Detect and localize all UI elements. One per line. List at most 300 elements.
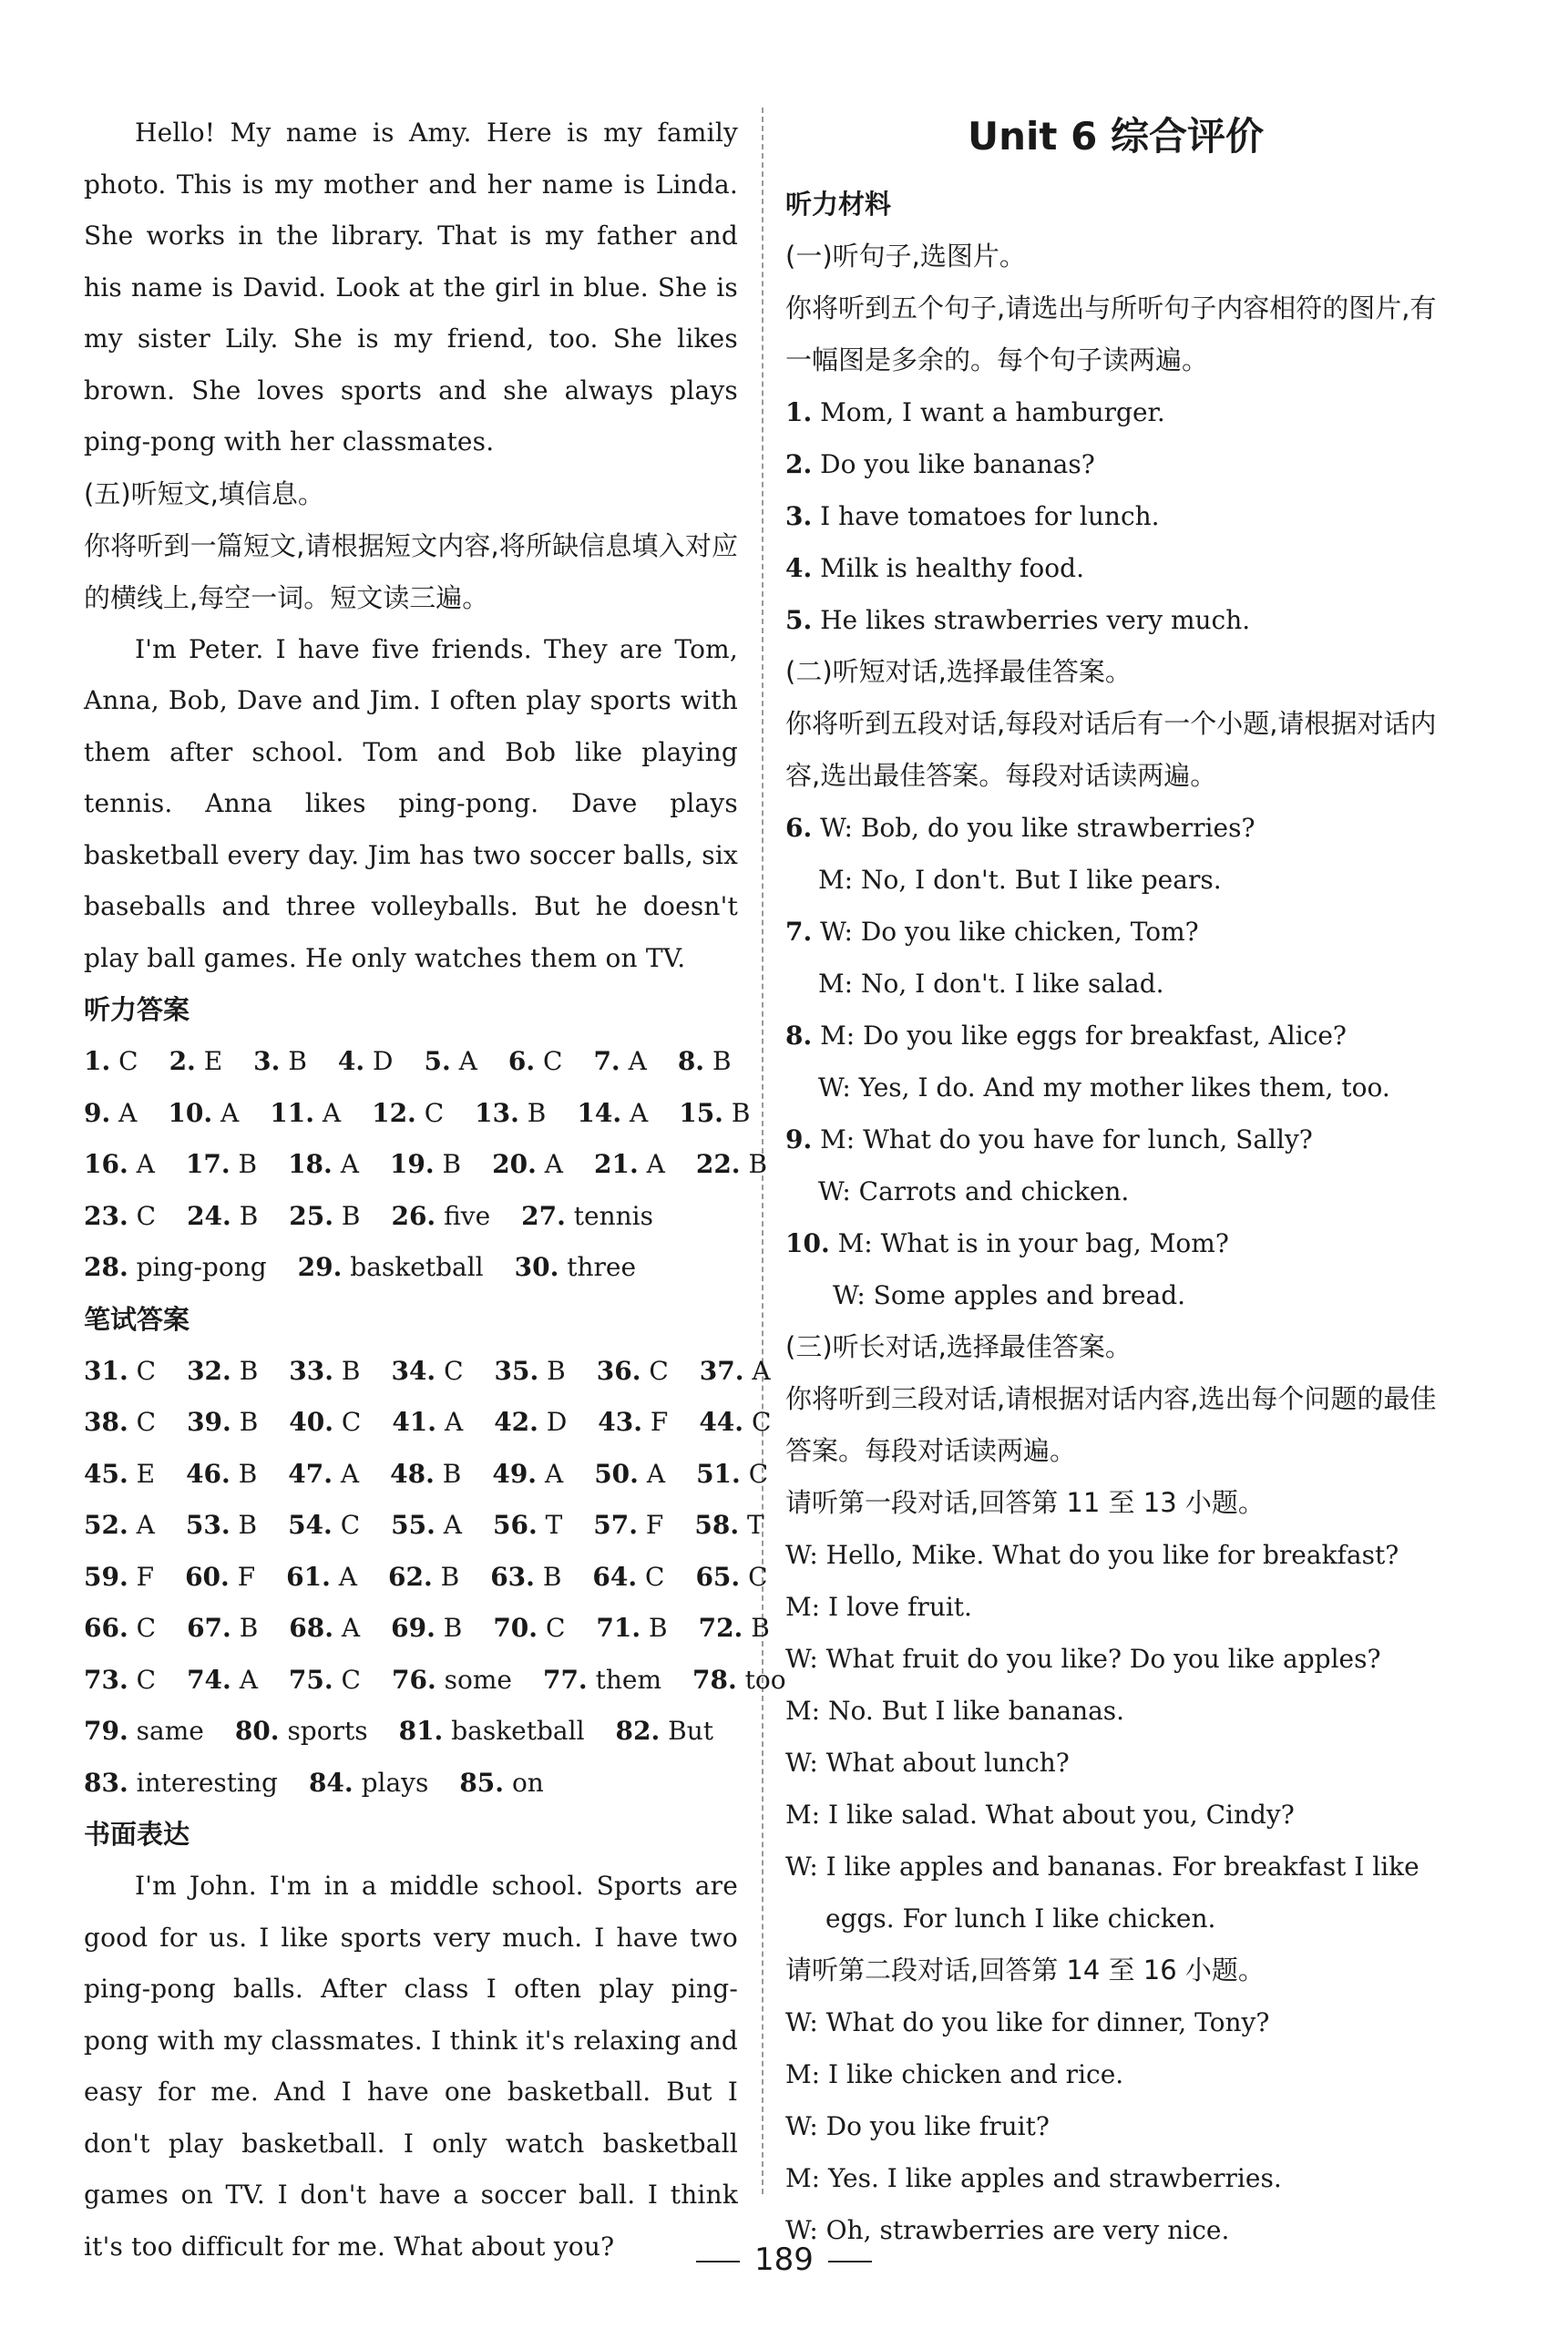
answer-item	[616, 1706, 714, 1758]
answer-item	[372, 1088, 444, 1140]
answer-item	[84, 1036, 138, 1088]
sentence-text: Milk is healthy food.	[820, 553, 1084, 583]
answer-number: 61.	[286, 1561, 331, 1592]
dialog-number: 10.	[785, 1228, 830, 1258]
answer-number: 63.	[490, 1561, 535, 1592]
answer-number: 26.	[391, 1200, 436, 1231]
answer-value: E	[136, 1458, 156, 1489]
sentence-text: He likes strawberries very much.	[820, 605, 1251, 635]
answer-number: 10.	[168, 1097, 213, 1128]
answer-value: B	[649, 1613, 668, 1643]
answer-value: F	[645, 1510, 664, 1540]
answer-number: 36.	[596, 1355, 641, 1386]
answer-value: A	[118, 1097, 138, 1128]
answer-item	[289, 1655, 361, 1707]
answer-item	[391, 1346, 463, 1398]
writing-sample: I'm John. I'm in a middle school. Sports are good for us. I like sports very much. I have two ping-pong balls. After class I often play ping-pong with my classmates. I think it's relaxing and easy for me. And I have one basketball. But I don't play basketball. I only watch basketball games on TV. I don't have a soccer ball. I think it's too difficult for me. What about you?	[84, 1871, 738, 2262]
answer-value: A	[646, 1149, 665, 1179]
dialog-number: 9.	[785, 1124, 813, 1154]
answer-value: B	[239, 1407, 259, 1437]
answer-value: B	[542, 1561, 562, 1592]
answer-item	[84, 1449, 155, 1501]
answer-number: 25.	[289, 1200, 333, 1231]
section-2-instruction: 你将听到五段对话,每段对话后有一个小题,请根据对话内容,选出最佳答案。每段对话读两遍。	[785, 708, 1437, 791]
answer-value: plays	[361, 1767, 429, 1798]
answer-value: A	[340, 1458, 360, 1489]
section-3-instruction: 你将听到三段对话,请根据对话内容,选出每个问题的最佳答案。每段对话读两遍。	[785, 1383, 1437, 1466]
answer-value: A	[340, 1149, 359, 1179]
answer-value: F	[136, 1561, 155, 1592]
answer-value: A	[544, 1149, 563, 1179]
conversation-line: M: I like chicken and rice.	[785, 2059, 1124, 2089]
answer-value: B	[341, 1355, 361, 1386]
answer-value: B	[238, 1149, 258, 1179]
answer-row	[84, 1603, 770, 1655]
sentence-item	[785, 386, 1446, 438]
answer-number: 32.	[187, 1355, 231, 1386]
written-answers-heading: 笔试答案	[84, 1303, 190, 1335]
answer-value: A	[136, 1510, 155, 1540]
sentence-text: I have tomatoes for lunch.	[820, 501, 1160, 531]
answer-value: three	[567, 1252, 637, 1282]
answer-value: C	[136, 1355, 157, 1386]
answer-row	[84, 1139, 768, 1191]
answer-item	[543, 1655, 661, 1707]
answer-value: B	[731, 1097, 751, 1128]
dialog-text: W: Bob, do you like strawberries?	[820, 813, 1255, 843]
answer-item	[288, 1449, 359, 1501]
answer-item	[475, 1088, 546, 1140]
answer-number: 59.	[84, 1561, 128, 1592]
dialog-line	[785, 1010, 1446, 1062]
answer-value: A	[444, 1407, 464, 1437]
answer-value: B	[712, 1046, 732, 1076]
listening-material-heading: 听力材料	[785, 189, 892, 220]
answer-item	[84, 1139, 155, 1191]
dialog-number: 7.	[785, 917, 813, 947]
answer-item	[596, 1603, 667, 1655]
answer-number: 19.	[389, 1149, 435, 1179]
answer-number: 23.	[84, 1200, 128, 1231]
answer-number: 81.	[398, 1716, 444, 1746]
answer-value: C	[748, 1458, 769, 1489]
answer-item	[390, 1139, 461, 1191]
answer-number: 80.	[234, 1716, 280, 1746]
answer-number: 41.	[392, 1407, 437, 1437]
answer-number: 76.	[391, 1664, 436, 1695]
answer-value: T	[545, 1510, 563, 1540]
answer-value: D	[373, 1046, 394, 1076]
answer-row	[84, 1655, 786, 1707]
answer-number: 9.	[84, 1097, 111, 1128]
answer-item	[84, 1346, 156, 1398]
answer-number: 65.	[695, 1561, 741, 1592]
answer-number: 2.	[169, 1046, 196, 1076]
answer-number: 33.	[289, 1355, 333, 1386]
section-5-instruction: 你将听到一篇短文,请根据短文内容,将所缺信息填入对应的横线上,每空一词。短文读三遍。	[84, 529, 738, 613]
answer-value: sports	[287, 1716, 368, 1746]
answer-item	[187, 1191, 258, 1243]
answer-value: C	[340, 1510, 361, 1540]
answer-item	[492, 1139, 563, 1191]
answer-item	[490, 1552, 561, 1604]
answer-number: 27.	[521, 1200, 566, 1231]
answer-number: 38.	[84, 1407, 128, 1437]
answer-value: A	[646, 1458, 666, 1489]
answer-item	[289, 1346, 360, 1398]
answer-item	[598, 1397, 668, 1449]
answer-value: C	[444, 1355, 464, 1386]
answer-item	[692, 1655, 786, 1707]
sentence-number: 2.	[785, 449, 813, 479]
answer-item	[492, 1449, 563, 1501]
answer-number: 48.	[390, 1458, 435, 1489]
answer-number: 12.	[372, 1097, 416, 1128]
conversation-line: M: I love fruit.	[785, 1592, 972, 1622]
sentence-text: Mom, I want a hamburger.	[820, 397, 1165, 427]
answer-value: But	[668, 1716, 714, 1746]
conversation-line: W: What fruit do you like? Do you like apples?	[785, 1644, 1381, 1674]
answer-number: 7.	[593, 1046, 620, 1076]
answer-value: C	[136, 1613, 157, 1643]
answer-item	[84, 1706, 204, 1758]
answer-row	[84, 1706, 738, 1758]
answer-value: tennis	[573, 1200, 654, 1231]
answer-row	[84, 1758, 738, 1810]
answer-value: C	[649, 1355, 669, 1386]
answer-item	[521, 1191, 653, 1243]
answer-number: 54.	[288, 1510, 333, 1540]
answer-number: 17.	[185, 1149, 231, 1179]
answer-value: B	[440, 1561, 460, 1592]
answer-item	[593, 1036, 646, 1088]
conversation-line: M: I like salad. What about you, Cindy?	[785, 1800, 1295, 1830]
section-5-title: (五)听短文,填信息。	[84, 477, 324, 509]
sentence-number: 1.	[785, 397, 813, 427]
answer-item	[597, 1346, 669, 1398]
answer-item	[679, 1088, 750, 1140]
answer-number: 49.	[492, 1458, 538, 1489]
answer-value: F	[237, 1561, 256, 1592]
answer-item	[392, 1397, 463, 1449]
answer-value: B	[288, 1046, 307, 1076]
dialog-text: W: Do you like chicken, Tom?	[820, 917, 1199, 947]
dialog-reply: W: Yes, I do. And my mother likes them, too.	[818, 1072, 1390, 1103]
answer-item	[270, 1088, 341, 1140]
answer-item	[392, 1655, 512, 1707]
answer-item	[84, 1088, 137, 1140]
answer-value: A	[544, 1458, 564, 1489]
answer-value: some	[444, 1664, 512, 1695]
answer-item	[187, 1603, 258, 1655]
answer-item	[493, 1603, 565, 1655]
answer-value: A	[341, 1613, 361, 1643]
conversation-line: W: Do you like fruit?	[785, 2111, 1050, 2141]
answer-number: 50.	[594, 1458, 639, 1489]
answer-value: ping-pong	[136, 1252, 267, 1282]
answer-number: 55.	[391, 1510, 436, 1540]
sentence-text: Do you like bananas?	[820, 449, 1095, 479]
answer-item	[594, 1449, 665, 1501]
answer-row	[84, 1088, 751, 1140]
answer-value: B	[547, 1355, 566, 1386]
conversation-1-heading: 请听第一段对话,回答第 11 至 13 小题。	[785, 1487, 1265, 1518]
answer-value: B	[238, 1510, 258, 1540]
answer-value: C	[136, 1200, 157, 1231]
answer-value: A	[752, 1355, 771, 1386]
answer-item	[186, 1449, 257, 1501]
answer-number: 70.	[493, 1613, 538, 1643]
answer-row	[84, 1346, 771, 1398]
answer-value: B	[239, 1355, 259, 1386]
answer-item	[84, 1500, 155, 1552]
answer-value: C	[748, 1561, 768, 1592]
dialog-line	[785, 1113, 1446, 1165]
answer-number: 3.	[253, 1046, 281, 1076]
section-2-title: (二)听短对话,选择最佳答案。	[785, 656, 1132, 687]
answer-item	[391, 1603, 462, 1655]
conversation-2-heading: 请听第二段对话,回答第 14 至 16 小题。	[785, 1955, 1265, 1985]
answer-number: 39.	[187, 1407, 231, 1437]
answer-number: 85.	[459, 1767, 505, 1798]
answer-value: C	[543, 1046, 563, 1076]
sentence-number: 3.	[785, 501, 813, 531]
answer-value: them	[595, 1664, 661, 1695]
answer-value: B	[238, 1458, 258, 1489]
answer-number: 31.	[84, 1355, 128, 1386]
answer-row	[84, 1500, 764, 1552]
conversation-line: W: I like apples and bananas. For breakfast I like eggs. For lunch I like chicken.	[785, 1852, 1419, 1934]
answer-item	[695, 1552, 767, 1604]
sentence-item	[785, 594, 1446, 646]
conversation-1	[785, 1529, 1446, 1944]
answer-value: interesting	[136, 1767, 278, 1798]
conversation-line: W: Hello, Mike. What do you like for breakfast?	[785, 1540, 1399, 1570]
unit-title: Unit 6 综合评价	[968, 114, 1264, 159]
answer-number: 79.	[84, 1716, 128, 1746]
answer-item	[699, 1397, 771, 1449]
answer-number: 16.	[84, 1149, 128, 1179]
sentence-number: 4.	[785, 553, 813, 583]
dialog-reply: M: No, I don't. I like salad.	[818, 969, 1164, 999]
answer-item	[288, 1500, 360, 1552]
answer-value: C	[645, 1561, 665, 1592]
listening-passage-amy: Hello! My name is Amy. Here is my family photo. This is my mother and her name is Linda. She works in the library. That is my father and his name is David. Look at the girl in blue. She is my sister Lily. She is my friend, too. She likes brown. She loves sports and she always plays ping-pong with her classmates.	[84, 118, 738, 457]
answer-number: 68.	[289, 1613, 333, 1643]
short-dialog-list	[785, 802, 1446, 1321]
answer-item	[699, 1603, 770, 1655]
answer-number: 77.	[542, 1664, 588, 1695]
answer-number: 47.	[288, 1458, 333, 1489]
answer-item	[494, 1397, 567, 1449]
answer-value: B	[442, 1458, 462, 1489]
section-1-title: (一)听句子,选图片。	[785, 241, 1026, 272]
sentence-item	[785, 542, 1446, 594]
answer-value: B	[527, 1097, 547, 1128]
answer-number: 53.	[185, 1510, 231, 1540]
answer-item	[508, 1036, 563, 1088]
dialog-text: M: What do you have for lunch, Sally?	[820, 1124, 1313, 1154]
conversation-line: W: What about lunch?	[785, 1748, 1070, 1778]
answer-item	[338, 1036, 394, 1088]
answer-number: 62.	[387, 1561, 433, 1592]
answer-item	[289, 1191, 360, 1243]
answer-item	[696, 1139, 767, 1191]
answer-item	[186, 1500, 257, 1552]
answer-value: B	[751, 1613, 770, 1643]
answer-number: 37.	[699, 1355, 744, 1386]
answer-value: C	[751, 1407, 772, 1437]
answer-item	[286, 1552, 357, 1604]
written-answers	[84, 1346, 786, 1810]
answer-number: 57.	[593, 1510, 639, 1540]
answer-number: 52.	[84, 1510, 128, 1540]
answer-value: B	[239, 1613, 259, 1643]
answer-value: C	[136, 1664, 157, 1695]
answer-number: 43.	[598, 1407, 642, 1437]
answer-item	[84, 1603, 156, 1655]
answer-value: T	[746, 1510, 764, 1540]
answer-number: 13.	[475, 1097, 519, 1128]
answer-item	[187, 1655, 258, 1707]
answer-row	[84, 1397, 772, 1449]
answer-value: B	[748, 1149, 768, 1179]
answer-value: A	[136, 1149, 155, 1179]
answer-value: same	[136, 1716, 204, 1746]
answer-number: 83.	[84, 1767, 128, 1798]
listening-answers-heading: 听力答案	[84, 994, 190, 1025]
answer-number: 1.	[84, 1046, 111, 1076]
page-number: 189	[0, 2242, 1568, 2278]
answer-item	[84, 1655, 156, 1707]
answer-number: 4.	[337, 1046, 365, 1076]
answer-value: A	[239, 1664, 258, 1695]
dialog-text: M: What is in your bag, Mom?	[837, 1228, 1229, 1258]
dialog-number: 6.	[785, 813, 813, 843]
answer-item	[592, 1552, 664, 1604]
listening-passage-peter: I'm Peter. I have five friends. They are Tom, Anna, Bob, Dave and Jim. I often play sports with them after school. Tom and Bob like playing tennis. Anna likes ping-pong. Dave plays basketball every day. Jim has two soccer balls, six baseballs and three volleyballs. But he doesn't play ball games. He only watches them on TV.	[84, 633, 738, 973]
answer-value: D	[546, 1407, 568, 1437]
answer-number: 15.	[679, 1097, 723, 1128]
listening-answers	[84, 1036, 768, 1294]
answer-item	[185, 1552, 255, 1604]
answer-value: C	[424, 1097, 445, 1128]
answer-value: A	[443, 1510, 462, 1540]
answer-item	[84, 1397, 156, 1449]
answer-number: 11.	[270, 1097, 314, 1128]
answer-number: 58.	[694, 1510, 740, 1540]
dialog-text: M: Do you like eggs for breakfast, Alice?	[820, 1021, 1347, 1051]
answer-item	[424, 1036, 477, 1088]
dialog-line	[785, 906, 1446, 958]
answer-value: C	[341, 1664, 361, 1695]
answer-item	[388, 1552, 459, 1604]
answer-number: 82.	[615, 1716, 661, 1746]
conversation-line: W: What do you like for dinner, Tony?	[785, 2007, 1270, 2037]
answer-number: 14.	[577, 1097, 622, 1128]
answer-number: 45.	[84, 1458, 128, 1489]
sentence-number: 5.	[785, 605, 813, 635]
answer-item	[187, 1397, 258, 1449]
answer-number: 64.	[592, 1561, 638, 1592]
answer-row	[84, 1552, 768, 1604]
answer-value: too	[744, 1664, 786, 1695]
answer-number: 72.	[698, 1613, 743, 1643]
answer-value: A	[338, 1561, 357, 1592]
answer-value: C	[545, 1613, 566, 1643]
answer-value: on	[511, 1767, 544, 1798]
section-3-title: (三)听长对话,选择最佳答案。	[785, 1331, 1132, 1362]
conversation-line: M: No. But I like bananas.	[785, 1696, 1125, 1726]
answer-number: 29.	[297, 1252, 343, 1282]
conversation-2	[785, 1996, 1446, 2256]
answer-number: 34.	[391, 1355, 436, 1386]
answer-item	[391, 1500, 462, 1552]
answer-item	[700, 1346, 771, 1398]
answer-value: A	[629, 1097, 649, 1128]
dialog-line	[785, 802, 1446, 854]
conversation-line: M: Yes. I like apples and strawberries.	[785, 2163, 1282, 2193]
answer-item	[696, 1449, 768, 1501]
answer-value: A	[628, 1046, 647, 1076]
answer-item	[84, 1242, 267, 1294]
answer-number: 84.	[308, 1767, 354, 1798]
answer-value: C	[341, 1407, 362, 1437]
answer-item	[694, 1500, 764, 1552]
answer-row	[84, 1242, 738, 1294]
answer-number: 67.	[187, 1613, 231, 1643]
answer-number: 60.	[185, 1561, 230, 1592]
answer-item	[515, 1242, 636, 1294]
answer-number: 46.	[186, 1458, 231, 1489]
answer-number: 66.	[84, 1613, 128, 1643]
answer-number: 30.	[514, 1252, 559, 1282]
answer-item	[309, 1758, 428, 1810]
answer-row	[84, 1191, 738, 1243]
answer-item	[186, 1139, 257, 1191]
answer-number: 35.	[494, 1355, 539, 1386]
answer-number: 42.	[494, 1407, 538, 1437]
answer-item	[495, 1346, 566, 1398]
answer-number: 20.	[492, 1149, 537, 1179]
sentence-item	[785, 438, 1446, 490]
answer-row	[84, 1036, 738, 1088]
dialog-reply: M: No, I don't. But I like pears.	[818, 865, 1222, 895]
answer-number: 78.	[692, 1664, 737, 1695]
answer-row	[84, 1449, 769, 1501]
answer-value: B	[239, 1200, 259, 1231]
conversation-line: W: Oh, strawberries are very nice.	[785, 2215, 1230, 2245]
answer-item	[577, 1088, 648, 1140]
answer-value: C	[118, 1046, 138, 1076]
answer-item	[594, 1139, 665, 1191]
answer-item	[399, 1706, 585, 1758]
left-column	[84, 108, 786, 2273]
answer-item	[593, 1500, 663, 1552]
answer-number: 73.	[84, 1664, 128, 1695]
answer-value: B	[442, 1149, 462, 1179]
answer-number: 56.	[492, 1510, 538, 1540]
answer-value: C	[136, 1407, 157, 1437]
answer-item	[391, 1191, 490, 1243]
answer-value: F	[650, 1407, 669, 1437]
answer-number: 40.	[289, 1407, 333, 1437]
answer-item	[678, 1036, 732, 1088]
answer-item	[253, 1036, 307, 1088]
answer-number: 75.	[288, 1664, 333, 1695]
answer-number: 71.	[596, 1613, 641, 1643]
answer-number: 6.	[507, 1046, 536, 1076]
